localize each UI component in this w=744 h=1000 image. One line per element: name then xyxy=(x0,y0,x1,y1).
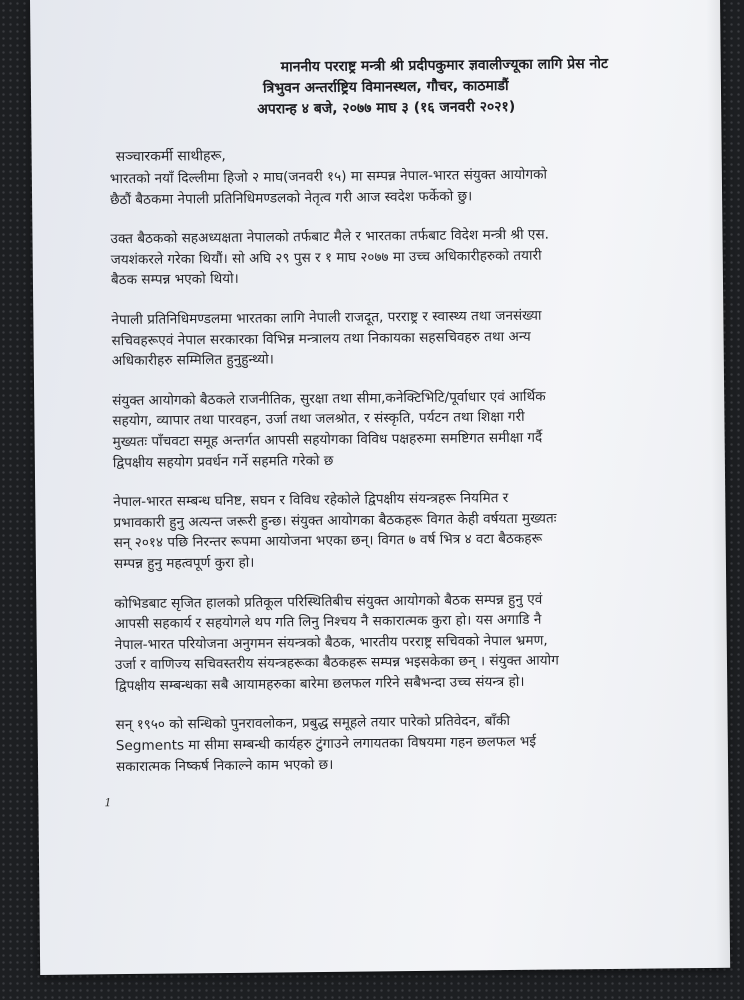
paragraph-line: प्रभावकारी हुनु अत्यन्त जरूरी हुन्छ। संयुक्त आयोगका बैठकहरू विगत केही वर्षयता मुख्यतः xyxy=(113,510,557,531)
paragraph-3 xyxy=(111,304,712,372)
document-body xyxy=(110,163,717,796)
document-header xyxy=(31,53,722,123)
paragraph-6 xyxy=(114,587,715,696)
paragraph-line: बैठक सम्पन्न भएको थियो। xyxy=(110,271,239,289)
paragraph-line: मुख्यतः पाँचवटा समूह अन्तर्गत आपसी सहयोगका विविध पक्षहरुमा समष्टिगत समीक्षा गर्दै xyxy=(112,429,543,451)
paragraph-line: सहयोग, व्यापार तथा पारवहन, उर्जा तथा जलश्रोत, र संस्कृति, पर्यटन तथा शिक्षा गरी xyxy=(112,409,525,430)
salutation: सञ्चारकर्मी साथीहरू, xyxy=(115,147,226,166)
paragraph-2 xyxy=(110,223,711,291)
paragraph-line: सकारात्मक निष्कर्ष निकाल्ने काम भएको छ। xyxy=(115,756,334,775)
paragraph-line: जयशंकरले गरेका थियौं। सो अघि २९ पुस र १ माघ २०७७ मा उच्च अधिकारीहरुको तयारी xyxy=(110,247,542,268)
paragraph-line: भारतको नयाँ दिल्लीमा हिजो २ माघ(जनवरी १५) मा सम्पन्न नेपाल-भारत संयुक्त आयोगको xyxy=(109,166,548,188)
paragraph-line: सन् १९५० को सन्धिको पुनरावलोकन, प्रबुद्ध समूहले तयार पारेको प्रतिवेदन, बाँकी xyxy=(115,713,511,734)
paragraph-line: नेपाल-भारत सम्बन्ध घनिष्ट, सघन र विविध रहेकोले द्विपक्षीय संयन्त्रहरू नियमित र xyxy=(113,490,509,511)
header-title: माननीय परराष्ट्र मन्त्री श्री प्रदीपकुमार ज्ञवालीज्यूका लागि प्रेस नोट xyxy=(280,55,609,76)
page-number: 1 xyxy=(104,796,112,810)
paragraph-line: नेपाली प्रतिनिधिमण्डलमा भारतका लागि नेपाली राजदूत, परराष्ट्र र स्वास्थ्य तथा जनसंख्या xyxy=(111,307,542,329)
press-note-page xyxy=(30,0,730,975)
paragraph-1 xyxy=(110,163,710,210)
header-date: अपरान्ह ४ बजे, २०७७ माघ ३ (१६ जनवरी २०२१) xyxy=(257,98,516,118)
paragraph-line: कोभिडबाट सृजित हालको प्रतिकूल परिस्थितिबीच संयुक्त आयोगको बैठक सम्पन्न हुनु एवं xyxy=(114,591,543,612)
paragraph-line: सन् २०१४ पछि निरन्तर रूपमा आयोजना भएका छन्। विगत ७ वर्ष भित्र ४ वटा बैठकहरू xyxy=(113,530,543,552)
paragraph-line: आपसी सहकार्य र सहयोगले थप गति लिनु निश्चय नै सकारात्मक कुरा हो। यस अगाडि नै xyxy=(114,611,542,633)
paragraph-line: अधिकारीहरु सम्मिलित हुनुहुन्थ्यो। xyxy=(111,351,274,370)
paragraph-line: उर्जा र वाणिज्य सचिवस्तरीय संयन्त्रहरूका बैठकहरू सम्पन्न भइसकेका छन् । संयुक्त आयोग xyxy=(114,652,559,674)
paragraph-line: छैठौं बैठकमा नेपाली प्रतिनिधिमण्डलको नेतृत्व गरी आज स्वदेश फर्केको छु। xyxy=(110,187,473,208)
paragraph-7 xyxy=(115,709,716,777)
paragraph-4 xyxy=(112,385,713,474)
paragraph-line: सम्पन्न हुनु महत्वपूर्ण कुरा हो। xyxy=(113,554,255,573)
paragraph-5 xyxy=(113,486,714,575)
paragraph-line: सचिवहरूएवं नेपाल सरकारका विभिन्न मन्त्रालय तथा निकायका सहसचिवहरु तथा अन्य xyxy=(111,328,531,349)
paragraph-line: द्विपक्षीय सहयोग प्रवर्धन गर्ने सहमति गरेको छ xyxy=(112,452,334,471)
paragraph-line: उक्त बैठकको सहअध्यक्षता नेपालको तर्फबाट मैले र भारतका तर्फबाट विदेश मन्त्री श्री एस. xyxy=(110,226,550,248)
paragraph-line: संयुक्त आयोगको बैठकले राजनीतिक, सुरक्षा तथा सीमा,कनेक्टिभिटि/पूर्वाधार एवं आर्थिक xyxy=(112,388,546,409)
header-location: त्रिभुवन अन्तर्राष्ट्रिय विमानस्थल, गौचर, काठमाडौं xyxy=(262,77,509,97)
paragraph-line: नेपाल-भारत परियोजना अनुगमन संयन्त्रको बैठक, भारतीय परराष्ट्र सचिवको नेपाल भ्रमण, xyxy=(114,632,548,653)
paragraph-line: द्विपक्षीय सम्बन्धका सबै आयामहरुका बारेमा छलफल गरिने सबैभन्दा उच्च संयन्त्र हो। xyxy=(115,673,525,695)
paragraph-line: Segments मा सीमा सम्बन्धी कार्यहरु टुंगाउने लगायतका विषयमा गहन छलफल भई xyxy=(115,733,537,755)
